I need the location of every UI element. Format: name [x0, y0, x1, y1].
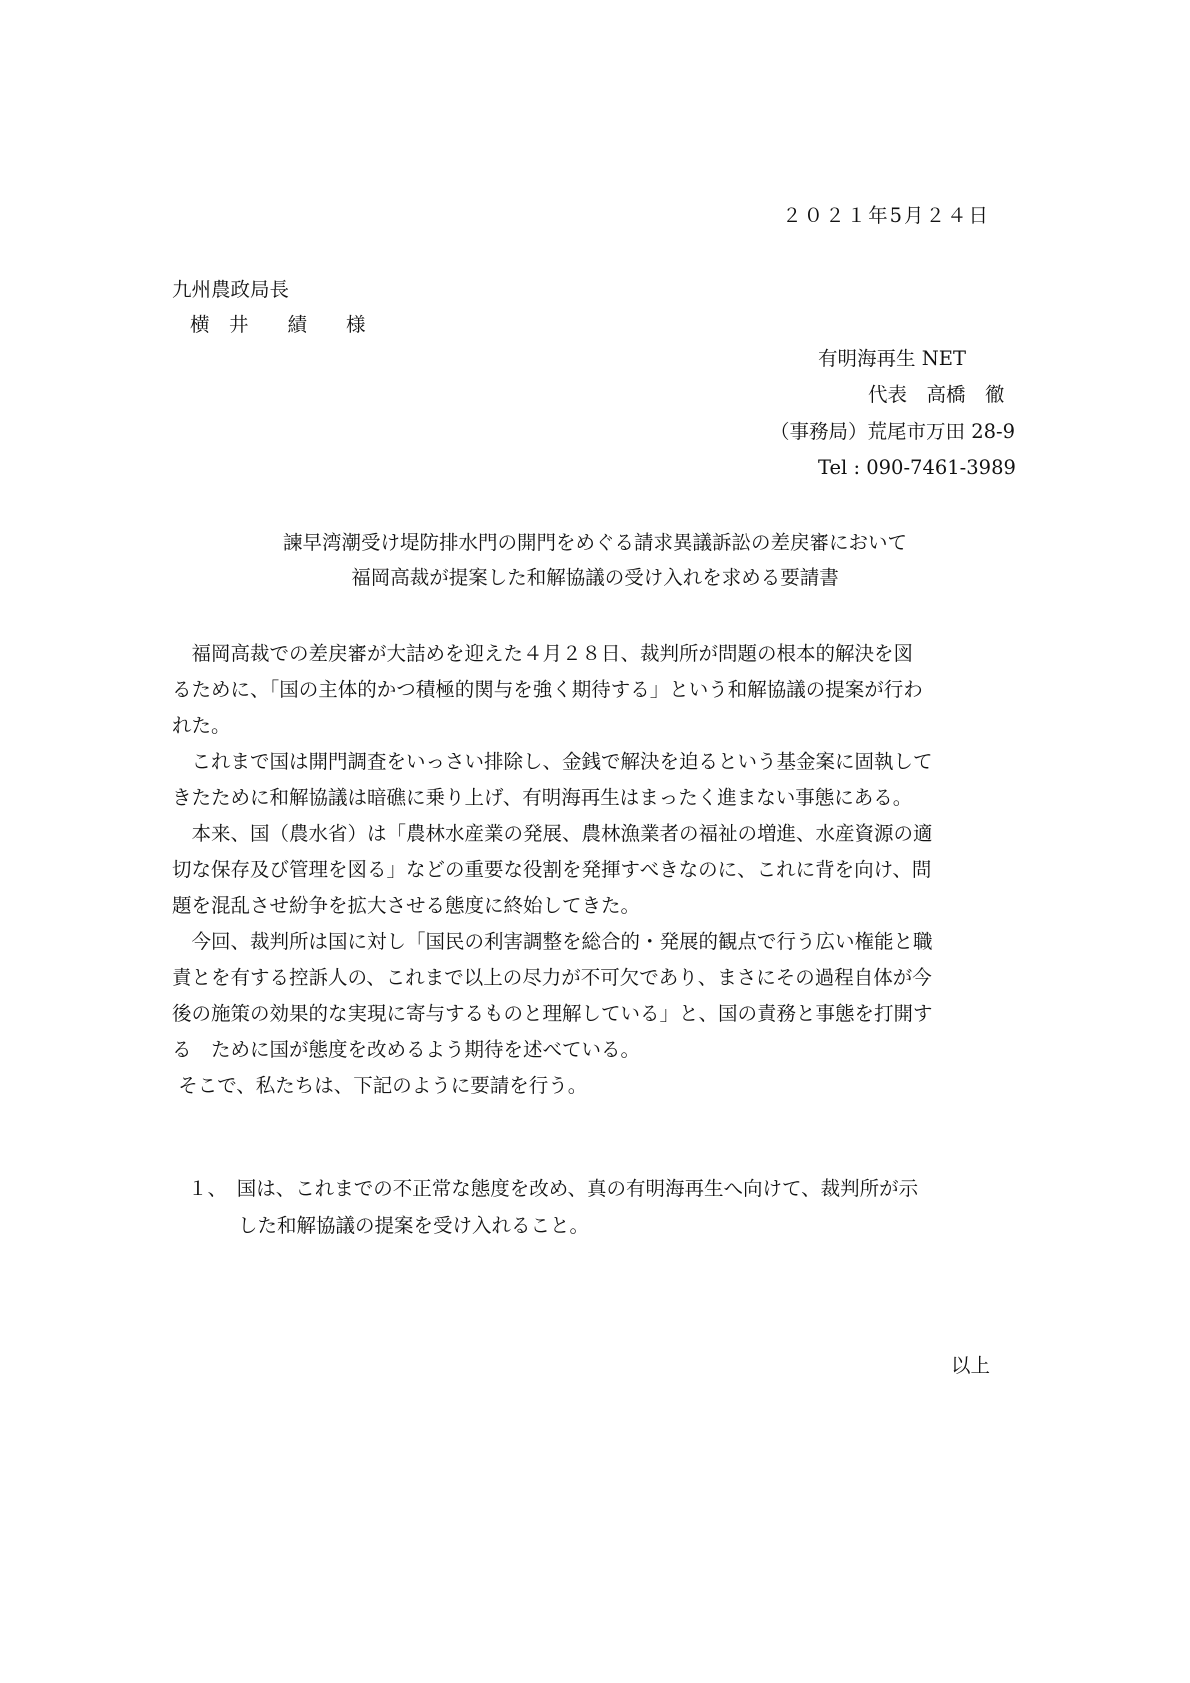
sender-organization: 有明海再生 NET: [818, 347, 967, 370]
sender-telephone: Tel : 090-7461-3989: [818, 456, 1016, 479]
body-line: これまで国は開門調査をいっさい排除し、金銭で解決を迫るという基金案に固執して: [172, 750, 933, 773]
body-line: 本来、国（農水省）は「農林水産業の発展、農林漁業者の福祉の増進、水産資源の適: [172, 822, 933, 845]
body-line: れた。: [172, 714, 231, 737]
body-line: 今回、裁判所は国に対し「国民の利害調整を総合的・発展的観点で行う広い権能と職: [172, 930, 933, 953]
body-line: 切な保存及び管理を図る」などの重要な役割を発揮すべきなのに、これに背を向け、問: [172, 858, 932, 881]
body-line: 題を混乱させ紛争を拡大させる態度に終始してきた。: [172, 894, 641, 917]
body-line: 責とを有する控訴人の、これまで以上の尽力が不可欠であり、まさにその過程自体が今: [172, 966, 932, 989]
sender-address: （事務局）荒尾市万田 28-9: [770, 420, 1016, 443]
recipient-name: 横 井 績 様: [190, 313, 366, 336]
recipient-organization: 九州農政局長: [172, 278, 290, 301]
body-line: るために、「国の主体的かつ積極的関与を強く期待する」という和解協議の提案が行わ: [172, 678, 923, 701]
body-line: そこで、私たちは、下記のように要請を行う。: [172, 1074, 588, 1097]
body-line: る ために国が態度を改めるよう期待を述べている。: [172, 1038, 641, 1061]
closing-mark: 以上: [950, 1354, 990, 1377]
letter-date: ２０２１年5月２４日: [782, 204, 990, 227]
sender-representative: 代表 高橋 徹: [868, 383, 1005, 406]
body-line: 福岡高裁での差戻審が大詰めを迎えた４月２８日、裁判所が問題の根本的解決を図: [172, 642, 914, 665]
request-item-line-2: した和解協議の提案を受け入れること。: [238, 1214, 590, 1237]
document-title-line-1: 諫早湾潮受け堤防排水門の開門をめぐる請求異議訴訟の差戻審において: [282, 531, 907, 554]
document-title-line-2: 福岡高裁が提案した和解協議の受け入れを求める要請書: [351, 566, 839, 589]
body-line: 後の施策の効果的な実現に寄与するものと理解している」と、国の責務と事態を打開す: [172, 1002, 933, 1025]
request-item-line-1: １、 国は、これまでの不正常な態度を改め、真の有明海再生へ向けて、裁判所が示: [188, 1177, 919, 1200]
body-line: きたために和解協議は暗礁に乗り上げ、有明海再生はまったく進まない事態にある。: [172, 786, 913, 809]
